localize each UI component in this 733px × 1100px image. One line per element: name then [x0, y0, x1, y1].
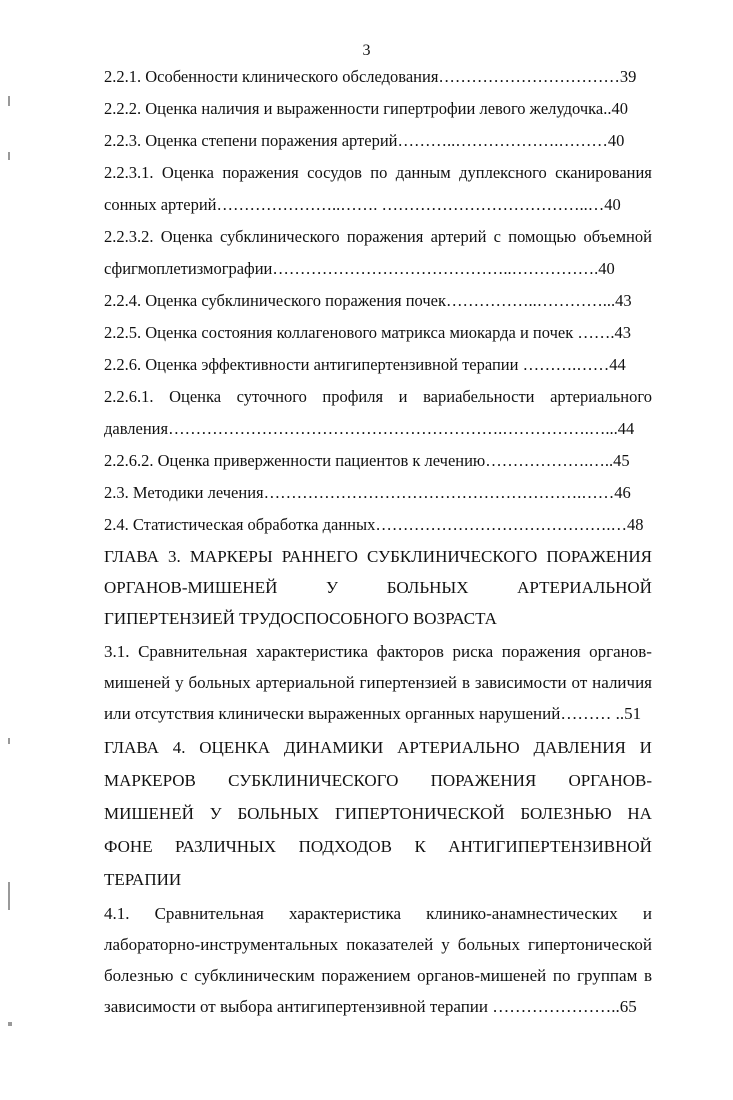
word: ПОРАЖЕНИЯ	[430, 771, 537, 790]
word: суточного	[236, 387, 307, 406]
word: ДИНАМИКИ	[283, 738, 384, 757]
word: органов-мишеней	[417, 966, 547, 985]
word: от	[571, 673, 588, 692]
word: ГИПЕРТОНИЧЕСКОЙ	[334, 804, 505, 823]
section-line-3: или отсутствия клинически выраженных органных нарушений……… ..51	[104, 704, 642, 723]
word: ОЦЕНКА	[199, 738, 271, 757]
word: ДАВЛЕНИЯ	[533, 738, 626, 757]
page-number: 3	[362, 42, 371, 59]
word: БОЛЕЗНЬЮ	[520, 804, 612, 823]
word: больных	[188, 673, 251, 692]
word: поражения	[222, 163, 299, 182]
word: сканирования	[555, 163, 652, 182]
chapter-line-1	[104, 731, 652, 764]
word: Сравнительная	[154, 904, 264, 923]
word: ГЛАВА	[104, 738, 159, 757]
section-line-4: зависимости от выбора антигипертензивной терапии …………………..65	[104, 997, 637, 1016]
word: 4.	[172, 738, 186, 757]
word: гипертонической	[528, 935, 652, 954]
word: РАННЕГО	[281, 547, 358, 566]
word: РАЗЛИЧНЫХ	[175, 837, 277, 856]
toc-entry-line-2: давления…………………………………………………….…………….…...44	[104, 419, 635, 438]
word: МАРКЕРЫ	[189, 547, 273, 566]
chapter-3-heading	[104, 541, 652, 634]
word: у	[441, 935, 450, 954]
scan-artifact	[8, 152, 10, 160]
section-line-2	[104, 667, 652, 698]
word: СУБКЛИНИЧЕСКОГО	[228, 771, 399, 790]
toc-entry-2-2-6	[104, 354, 652, 375]
toc-entry-2-2-3-2	[104, 226, 652, 279]
toc-entry-text: 2.2.5. Оценка состояния коллагенового матрикса миокарда и почек …….43	[104, 323, 631, 342]
toc-entry-3-1	[104, 636, 652, 729]
word: в	[643, 966, 652, 985]
chapter-line-4	[104, 830, 652, 863]
toc-entry-2-2-4	[104, 290, 652, 311]
word: поражением	[321, 966, 411, 985]
word: наличия	[592, 673, 652, 692]
word: и	[642, 904, 652, 923]
word: МАРКЕРОВ	[104, 771, 196, 790]
chapter-line-1	[104, 541, 652, 572]
toc-entry-line-1	[104, 386, 652, 407]
word: профиля	[322, 387, 384, 406]
word: 3.	[167, 547, 181, 566]
word: К	[414, 837, 426, 856]
section-line-3	[104, 960, 652, 991]
word: лабораторно-инструментальных	[104, 935, 339, 954]
toc-entry-2-2-3-1	[104, 162, 652, 215]
word: данным	[395, 163, 451, 182]
toc-entry-2-2-5	[104, 322, 652, 343]
section-line-1	[104, 636, 652, 667]
word: АРТЕРИАЛЬНОЙ	[517, 578, 652, 597]
word: поражения	[346, 227, 424, 246]
word: ОРГАНОВ-МИШЕНЕЙ	[104, 578, 278, 597]
toc-entry-2-2-3	[104, 130, 652, 151]
word: характеристика	[255, 642, 369, 661]
scan-artifact	[8, 96, 10, 106]
word: группам	[577, 966, 638, 985]
word: с	[493, 227, 501, 246]
word: артерий	[430, 227, 487, 246]
toc-entry-text: 2.2.6. Оценка эффективности антигипертензивной терапии ……….……44	[104, 355, 626, 374]
chapter-line-3	[104, 797, 652, 830]
word: АНТИГИПЕРТЕНЗИВНОЙ	[448, 837, 652, 856]
toc-entry-text: 2.2.3. Оценка степени поражения артерий………..……………….………40	[104, 131, 625, 150]
word: БОЛЬНЫХ	[237, 804, 320, 823]
word: объемной	[583, 227, 652, 246]
word: показателей	[346, 935, 434, 954]
chapter-line-5: ТЕРАПИИ	[104, 870, 182, 889]
toc-entry-text: 2.2.6.2. Оценка приверженности пациентов к лечению……………….…..45	[104, 451, 630, 470]
toc-entry-2-3	[104, 482, 652, 503]
word: с	[180, 966, 188, 985]
scan-artifact	[8, 738, 10, 744]
word: по	[370, 163, 388, 182]
word: артериального	[550, 387, 652, 406]
word: 2.2.3.1.	[104, 163, 154, 182]
toc-entry-text: 2.3. Методики лечения………………………………………………….……46	[104, 483, 631, 502]
table-of-contents	[104, 66, 652, 1024]
word: 4.1.	[104, 904, 130, 923]
word: зависимости	[474, 673, 567, 692]
chapter-line-2	[104, 764, 652, 797]
word: и	[398, 387, 408, 406]
word: Сравнительная	[138, 642, 248, 661]
toc-entry-4-1	[104, 898, 652, 1022]
word: ПОДХОДОВ	[298, 837, 393, 856]
word: субклиническим	[194, 966, 315, 985]
word: 2.2.3.2.	[104, 227, 154, 246]
toc-entry-text: 2.2.1. Особенности клинического обследования……………………………39	[104, 67, 637, 86]
word: СУБКЛИНИЧЕСКОГО	[367, 547, 538, 566]
word: характеристика	[288, 904, 402, 923]
toc-entry-line-1	[104, 226, 652, 247]
chapter-4-heading	[104, 731, 652, 896]
word: У	[326, 578, 339, 597]
word: в	[461, 673, 470, 692]
word: Оценка	[169, 387, 222, 406]
word: болезнью	[104, 966, 174, 985]
toc-entry-2-2-6-2	[104, 450, 652, 471]
word: 3.1.	[104, 642, 130, 661]
word: больных	[457, 935, 520, 954]
word: сосудов	[307, 163, 362, 182]
word: мишеней	[104, 673, 171, 692]
word: Оценка	[161, 163, 214, 182]
toc-entry-text: 2.2.4. Оценка субклинического поражения почек……………..…………...43	[104, 291, 632, 310]
word: дуплексного	[459, 163, 547, 182]
word: у	[175, 673, 184, 692]
word: помощью	[508, 227, 577, 246]
word: ГЛАВА	[104, 547, 159, 566]
toc-entry-line-2: сфигмоплетизмографии……………………………………..…………….40	[104, 259, 615, 278]
word: гипертензией	[359, 673, 458, 692]
word: БОЛЬНЫХ	[386, 578, 469, 597]
toc-entry-2-4	[104, 514, 652, 535]
toc-entry-2-2-2	[104, 98, 652, 119]
word: риска	[452, 642, 494, 661]
word: поражения	[501, 642, 581, 661]
chapter-line-2	[104, 572, 652, 603]
toc-entry-2-2-6-1	[104, 386, 652, 439]
word: ОРГАНОВ-	[568, 771, 652, 790]
word: по	[552, 966, 571, 985]
word: артериальной	[255, 673, 355, 692]
word: вариабельности	[423, 387, 535, 406]
word: субклинического	[220, 227, 340, 246]
word: НА	[627, 804, 652, 823]
chapter-line-3: ГИПЕРТЕНЗИЕЙ ТРУДОСПОСОБНОГО ВОЗРАСТА	[104, 609, 497, 628]
section-line-1	[104, 898, 652, 929]
toc-entry-line-2: сонных артерий…………………..……. ………………………………..…40	[104, 195, 621, 214]
word: факторов	[376, 642, 444, 661]
word: У	[209, 804, 222, 823]
word: Оценка	[160, 227, 213, 246]
word: АРТЕРИАЛЬНО	[397, 738, 520, 757]
scan-artifact	[8, 1022, 12, 1026]
toc-entry-text: 2.4. Статистическая обработка данных…………………………………….…48	[104, 515, 644, 534]
word: клинико-анамнестических	[426, 904, 618, 923]
word: 2.2.6.1.	[104, 387, 154, 406]
scan-artifact	[8, 882, 10, 910]
section-line-2	[104, 929, 652, 960]
word: МИШЕНЕЙ	[104, 804, 194, 823]
toc-entry-text: 2.2.2. Оценка наличия и выраженности гипертрофии левого желудочка..40	[104, 99, 628, 118]
toc-entry-line-1	[104, 162, 652, 183]
word: И	[639, 738, 652, 757]
word: ФОНЕ	[104, 837, 153, 856]
word: органов-	[589, 642, 652, 661]
word: ПОРАЖЕНИЯ	[546, 547, 652, 566]
toc-entry-2-2-1	[104, 66, 652, 87]
